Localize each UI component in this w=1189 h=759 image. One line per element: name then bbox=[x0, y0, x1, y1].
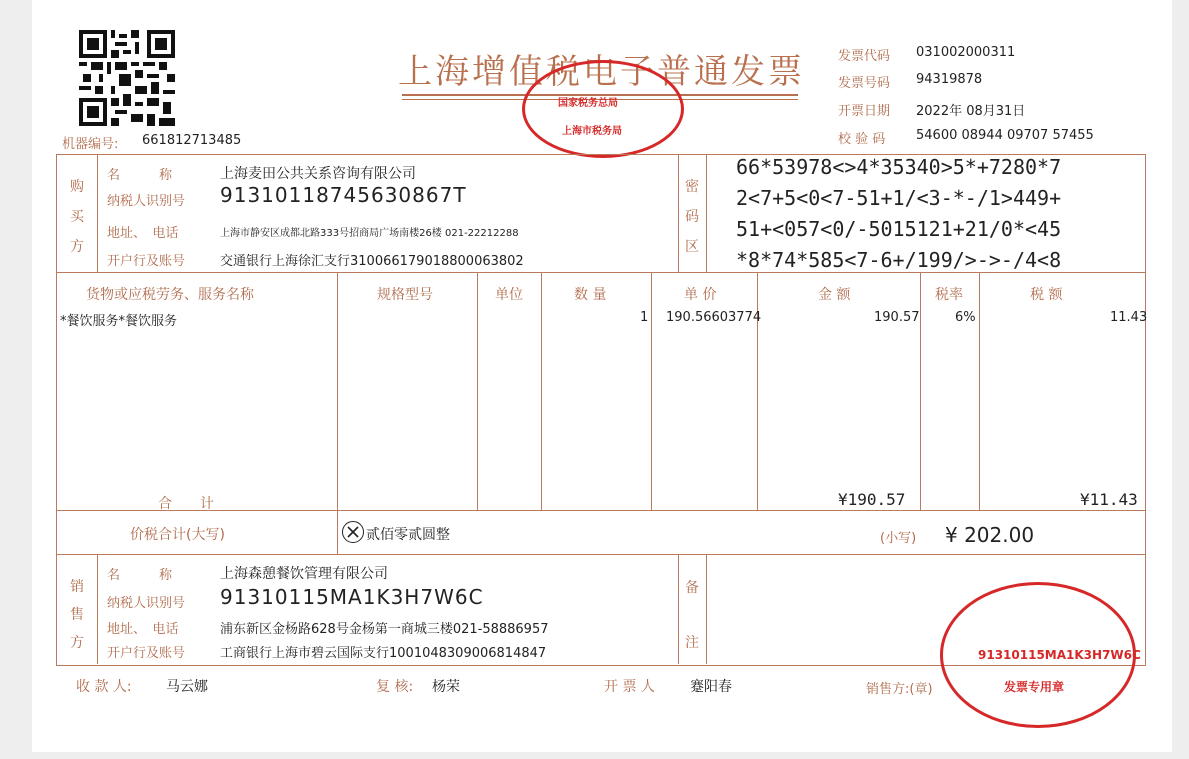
invoice-number-label: 发票号码 bbox=[838, 76, 891, 91]
cipher-side-divider bbox=[706, 155, 707, 272]
cipher-line: 66*53978<>4*35340>5*+7280*7 bbox=[736, 155, 1062, 179]
item-quantity: 1 bbox=[640, 310, 649, 325]
col-header-price: 单 价 bbox=[684, 287, 717, 303]
invoice-code-label: 发票代码 bbox=[838, 49, 891, 64]
col-header-qty: 数 量 bbox=[574, 287, 607, 303]
cipher-line: 2<7+5<0<7-51+1/<3-*-/1>449+ bbox=[736, 186, 1062, 210]
cipher-side-char-1: 密 bbox=[685, 179, 699, 195]
col-header-amount: 金 额 bbox=[818, 287, 851, 303]
col-divider-tax bbox=[979, 273, 980, 510]
buyer-tax-label: 纳税人识别号 bbox=[107, 194, 186, 209]
grand-total-words-label: 价税合计(大写) bbox=[130, 527, 225, 543]
reviewer-label: 复 核: bbox=[376, 679, 414, 695]
col-header-rate: 税率 bbox=[935, 287, 963, 303]
total-tax: ¥11.43 bbox=[1080, 490, 1138, 509]
seller-side-divider bbox=[97, 555, 98, 664]
check-code: 54600 08944 09707 57455 bbox=[916, 128, 1094, 143]
payee-name: 马云娜 bbox=[166, 679, 208, 695]
stamp-city-text: 上海市税务局 bbox=[562, 126, 622, 137]
cipher-line: 51+<057<0/-5015121+21/0*<45 bbox=[736, 217, 1062, 241]
issue-date-label: 开票日期 bbox=[838, 104, 891, 119]
buyer-side-char-3: 方 bbox=[70, 239, 84, 255]
seller-bank-label: 开户行及账号 bbox=[107, 646, 186, 661]
total-label: 合 计 bbox=[158, 496, 214, 512]
machine-number-label: 机器编号: bbox=[62, 137, 119, 152]
qr-code bbox=[79, 30, 175, 126]
seller-name: 上海森憩餐饮管理有限公司 bbox=[220, 566, 388, 582]
remark-side-divider bbox=[706, 555, 707, 664]
drawer-label: 开 票 人 bbox=[604, 679, 655, 695]
col-header-unit: 单位 bbox=[495, 287, 523, 303]
col-divider-qty bbox=[541, 273, 542, 510]
grand-divider bbox=[337, 511, 338, 554]
buyer-tax-id: 91310118745630867T bbox=[220, 183, 467, 207]
seller-stamp-id: 91310115MA1K3H7W6C bbox=[978, 648, 1141, 662]
payee-label: 收 款 人: bbox=[76, 679, 132, 695]
col-header-tax: 税 额 bbox=[1030, 287, 1063, 303]
seller-address-label: 地址、 电话 bbox=[107, 622, 179, 637]
seller-seal-label: 销售方:(章) bbox=[866, 682, 933, 697]
col-divider-unit bbox=[477, 273, 478, 510]
buyer-side-char-2: 买 bbox=[70, 209, 84, 225]
col-divider-spec bbox=[337, 273, 338, 510]
seller-name-label: 名 称 bbox=[107, 568, 173, 583]
remark-side-char-2: 注 bbox=[685, 635, 699, 651]
col-divider-rate bbox=[920, 273, 921, 510]
grand-total-small: ¥ 202.00 bbox=[945, 523, 1035, 547]
cipher-line: *8*74*585<7-6+/199/>->-/4<8 bbox=[736, 248, 1062, 272]
col-header-spec: 规格型号 bbox=[377, 287, 433, 303]
total-amount: ¥190.57 bbox=[838, 490, 906, 509]
check-code-label: 校 验 码 bbox=[838, 132, 886, 147]
item-amount: 190.57 bbox=[874, 310, 920, 325]
items-bottom-line bbox=[57, 510, 1145, 511]
buyer-side-char-1: 购 bbox=[70, 179, 84, 195]
buyer-bank: 交通银行上海徐汇支行310066179018800063802 bbox=[220, 254, 524, 269]
reviewer-name: 杨荣 bbox=[432, 679, 460, 695]
seller-side-char-3: 方 bbox=[70, 635, 84, 651]
cipher-side-char-3: 区 bbox=[685, 239, 699, 255]
cipher-block bbox=[736, 152, 1061, 276]
circled-x-icon bbox=[342, 521, 364, 543]
item-name: *餐饮服务*餐饮服务 bbox=[60, 314, 178, 329]
buyer-name: 上海麦田公共关系咨询有限公司 bbox=[220, 166, 416, 182]
invoice-code: 031002000311 bbox=[916, 45, 1016, 60]
item-tax: 11.43 bbox=[1110, 310, 1148, 325]
item-tax-rate: 6% bbox=[955, 310, 976, 325]
buyer-side-divider bbox=[97, 155, 98, 272]
col-header-name: 货物或应税劳务、服务名称 bbox=[86, 287, 254, 303]
grand-bottom-line bbox=[57, 554, 1145, 555]
buyer-name-label: 名 称 bbox=[107, 168, 173, 183]
machine-number: 661812713485 bbox=[142, 133, 242, 148]
grand-total-words: 贰佰零贰圆整 bbox=[366, 527, 450, 543]
seller-side-char-1: 销 bbox=[70, 579, 84, 595]
seller-stamp-label: 发票专用章 bbox=[1004, 680, 1065, 694]
seller-side-char-2: 售 bbox=[70, 607, 84, 623]
buyer-bank-label: 开户行及账号 bbox=[107, 254, 186, 269]
seller-bank: 工商银行上海市碧云国际支行1001048309006814847 bbox=[220, 646, 547, 661]
grand-total-small-label: (小写) bbox=[880, 531, 917, 546]
remark-left-divider bbox=[678, 555, 679, 664]
stamp-bureau-text: 国家税务总局 bbox=[558, 98, 618, 109]
cipher-left-divider bbox=[678, 155, 679, 272]
seller-tax-label: 纳税人识别号 bbox=[107, 596, 186, 611]
item-unit-price: 190.56603774 bbox=[666, 310, 762, 325]
seller-tax-id: 91310115MA1K3H7W6C bbox=[220, 585, 484, 609]
buyer-address-label: 地址、 电话 bbox=[107, 226, 179, 241]
cipher-side-char-2: 码 bbox=[685, 209, 699, 225]
drawer-name: 蹇阳春 bbox=[690, 679, 732, 695]
invoice-title: 上海增值税电子普通发票 bbox=[398, 52, 805, 92]
col-divider-price bbox=[651, 273, 652, 510]
invoice-number: 94319878 bbox=[916, 72, 983, 87]
col-divider-amount bbox=[757, 273, 758, 510]
remark-side-char-1: 备 bbox=[685, 580, 699, 596]
seller-address: 浦东新区金杨路628号金杨第一商城三楼021-58886957 bbox=[220, 622, 549, 637]
issue-date: 2022年 08月31日 bbox=[916, 104, 1026, 119]
tax-bureau-stamp bbox=[522, 60, 684, 158]
buyer-address: 上海市静安区成都北路333号招商局广场南楼26楼 021-22212288 bbox=[220, 228, 519, 239]
